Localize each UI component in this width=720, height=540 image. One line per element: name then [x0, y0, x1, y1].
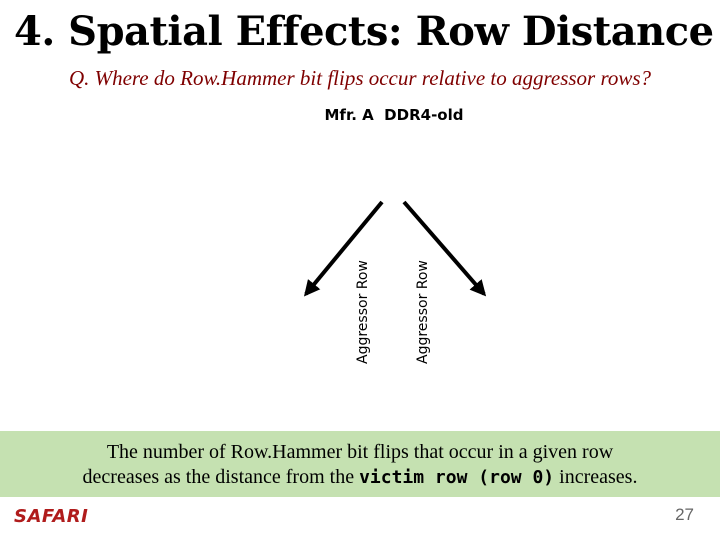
- chart-subtitle: Mfr. A DDR4-old: [324, 106, 464, 124]
- caption-box: [0, 431, 720, 497]
- caption-line-2-pre: decreases as the distance from the: [82, 466, 360, 488]
- slide-title: 4. Spatial Effects: Row Distance: [14, 8, 714, 55]
- aggressor-row-right-label: Aggressor Row: [415, 260, 431, 364]
- caption-line-2: [0, 465, 720, 490]
- aggressor-row-left-label: Aggressor Row: [355, 260, 371, 364]
- caption-line-1: The number of Row.Hammer bit flips that occur in a given row: [106, 441, 614, 463]
- question-text: Q. Where do Row.Hammer bit flips occur relative to aggressor rows?: [68, 66, 652, 90]
- safari-logo: SAFARI: [14, 506, 89, 527]
- page-number: 27: [675, 505, 694, 524]
- caption-emphasis: victim row (row 0): [359, 467, 555, 488]
- caption-line-2-post: increases.: [554, 466, 638, 488]
